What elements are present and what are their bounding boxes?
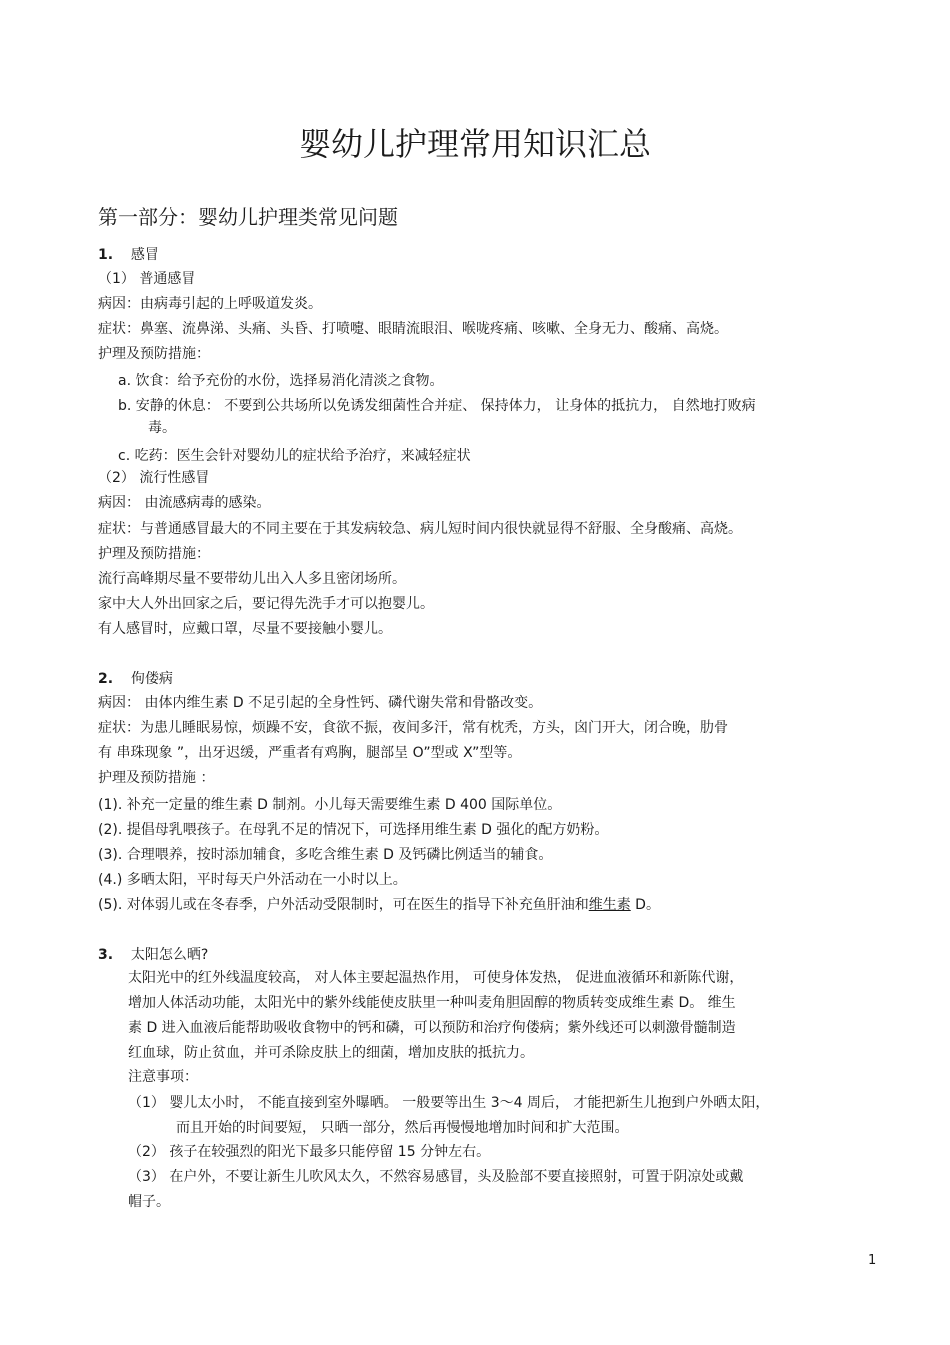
subheading: （1） 普通感冒 xyxy=(98,271,196,287)
text-line: 症状：鼻塞、流鼻涕、头痛、头昏、打喷嚏、眼睛流眼泪、喉咙疼痛、咳嗽、全身无力、酸痛、高烧。 xyxy=(98,321,728,337)
text-line: 护理及预防措施： xyxy=(98,546,210,562)
section-title: 感冒 xyxy=(130,247,159,263)
paragraph-line: 素 D 进入血液后能帮助吸收食物中的钙和磷，可以预防和治疗佝偻病；紫外线还可以刺激骨髓制造 xyxy=(128,1020,736,1036)
section-2-heading xyxy=(98,670,173,688)
text-line: 有 串珠现象 ”，出牙迟缓，严重者有鸡胸，腿部呈 O”型或 X”型等。 xyxy=(98,745,522,761)
note-item: （3） 在户外，不要让新生儿吹风太久，不然容易感冒，头及脸部不要直接照射，可置于阴凉处或戴 xyxy=(128,1169,744,1185)
section-title: 佝偻病 xyxy=(130,671,173,687)
list-item-text: (5). 对体弱儿或在冬春季，户外活动受限制时，可在医生的指导下补充鱼肝油和 xyxy=(98,897,589,913)
list-item: (1). 补充一定量的维生素 D 制剂。小儿每天需要维生素 D 400 国际单位。 xyxy=(98,797,562,813)
list-item: a. 饮食：给予充份的水份，选择易消化清淡之食物。 xyxy=(118,373,444,389)
list-item: c. 吃药：医生会针对婴幼儿的症状给予治疗，来减轻症状 xyxy=(118,448,471,464)
text-line: 病因： 由体内维生素 D 不足引起的全身性钙、磷代谢失常和骨骼改变。 xyxy=(98,695,543,711)
section-number: 3. xyxy=(98,947,114,963)
list-item xyxy=(98,896,660,914)
underlined-term: 维生素 xyxy=(588,897,631,913)
text-line: 护理及预防措施： xyxy=(98,346,210,362)
note-item: （1） 婴儿太小时， 不能直接到室外曝晒。 一般要等出生 3～4 周后， 才能把新生儿抱到户外晒太阳， xyxy=(128,1095,770,1111)
text-line: 病因：由病毒引起的上呼吸道发炎。 xyxy=(98,296,322,312)
list-item: (3). 合理喂养，按时添加辅食，多吃含维生素 D 及钙磷比例适当的辅食。 xyxy=(98,847,553,863)
section-3-heading xyxy=(98,946,208,964)
note-item: （2） 孩子在较强烈的阳光下最多只能停留 15 分钟左右。 xyxy=(128,1144,491,1160)
text-line: 有人感冒时，应戴口罩，尽量不要接触小婴儿。 xyxy=(98,621,392,637)
text-line: 病因： 由流感病毒的感染。 xyxy=(98,495,271,511)
part-heading: 第一部分：婴幼儿护理类常见问题 xyxy=(98,205,398,229)
text-line: 流行高峰期尽量不要带幼儿出入人多且密闭场所。 xyxy=(98,571,406,587)
text-line: 家中大人外出回家之后，要记得先洗手才可以抱婴儿。 xyxy=(98,596,434,612)
paragraph-line: 增加人体活动功能，太阳光中的紫外线能使皮肤里一种叫麦角胆固醇的物质转变成维生素 D。 维生 xyxy=(128,995,736,1011)
list-item: b. 安静的休息： 不要到公共场所以免诱发细菌性合并症、 保持体力， 让身体的抵抗力， 自然地打败病 xyxy=(118,398,756,414)
list-item: (2). 提倡母乳喂孩子。在母乳不足的情况下，可选择用维生素 D 强化的配方奶粉。 xyxy=(98,822,609,838)
text-line: 症状：与普通感冒最大的不同主要在于其发病较急、病儿短时间内很快就显得不舒服、全身酸痛、高烧。 xyxy=(98,521,742,537)
section-title: 太阳怎么晒? xyxy=(130,947,209,963)
text-line: 症状：为患儿睡眠易惊，烦躁不安，食欲不振，夜间多汗，常有枕秃，方头，囟门开大，闭合晚，肋骨 xyxy=(98,720,728,736)
notes-heading: 注意事项： xyxy=(128,1069,198,1085)
section-1-heading xyxy=(98,246,159,264)
subheading: （2） 流行性感冒 xyxy=(98,470,210,486)
list-item-text: D。 xyxy=(630,897,660,913)
paragraph-line: 红血球，防止贫血，并可杀除皮肤上的细菌，增加皮肤的抵抗力。 xyxy=(128,1045,534,1061)
section-number: 2. xyxy=(98,671,114,687)
text-line: 护理及预防措施 ： xyxy=(98,770,215,786)
page-number: 1 xyxy=(868,1253,877,1268)
note-item-continued: 而且开始的时间要短， 只晒一部分，然后再慢慢地增加时间和扩大范围。 xyxy=(176,1120,629,1136)
list-item-continued: 毒。 xyxy=(148,420,176,436)
note-item-continued: 帽子。 xyxy=(128,1194,170,1210)
list-item: (4.) 多晒太阳，平时每天户外活动在一小时以上。 xyxy=(98,872,407,888)
section-number: 1. xyxy=(98,247,114,263)
page-title: 婴幼儿护理常用知识汇总 xyxy=(298,125,651,163)
paragraph-line: 太阳光中的红外线温度较高， 对人体主要起温热作用， 可使身体发热， 促进血液循环和新陈代谢， xyxy=(128,970,744,986)
